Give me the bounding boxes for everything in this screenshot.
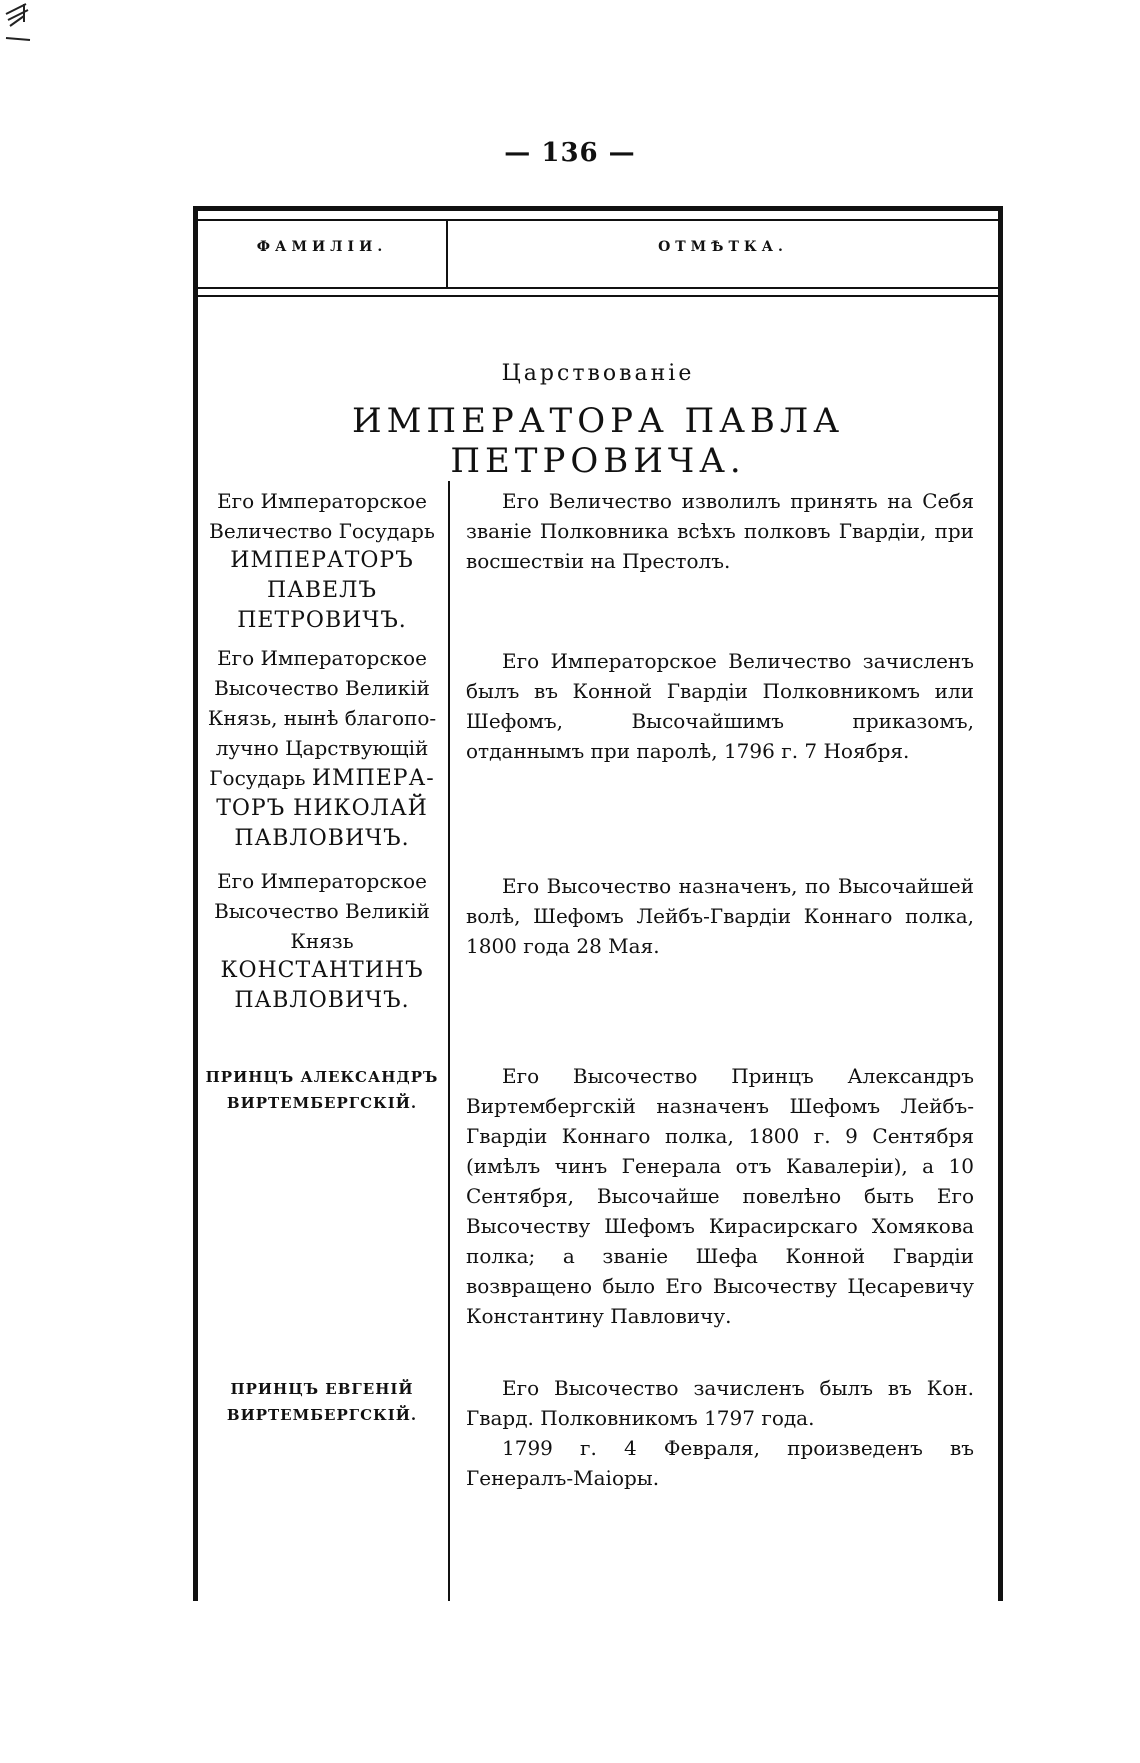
- table-frame: [193, 206, 1003, 1601]
- reign-title: ИМПЕРАТОРА ПАВЛА ПЕТРОВИЧА.: [351, 401, 845, 481]
- entry-name-2: [204, 643, 440, 854]
- name-line: ВИРТЕМБЕРГСКІЙ.: [226, 1094, 418, 1112]
- name-line: Высочество Великій: [214, 899, 430, 923]
- table-header: [198, 219, 998, 289]
- entry-note-1: [466, 486, 974, 576]
- name-line: ВИРТЕМБЕРГСКІЙ.: [226, 1406, 418, 1424]
- entry-name-4: [204, 1064, 440, 1116]
- note-paragraph: Его Высочество Принцъ Александръ Виртембергскій назначенъ Шефомъ Лейбъ-Гвардіи Коннаго полка, 1800 г. 9 Сентября (имѣлъ чинъ Генерала отъ Кавалеріи), а 10 Сентября, Высочайше повелѣно быть Его Высочеству Шефомъ Кирасирскаго Хомякова полка; а званіе Шефа Конной Гвардіи возвращено было Его Высочеству Цесаревичу Константину Павловичу.: [466, 1064, 974, 1328]
- name-caps-line: ПАВЛОВИЧЪ.: [234, 826, 410, 851]
- reign-subtitle: Царствованіе: [501, 361, 695, 386]
- note-paragraph: Его Императорское Величество зачисленъ былъ въ Конной Гвардіи Полковникомъ или Шефомъ, Высочайшимъ приказомъ, отданнымъ при паролѣ, 1796 г. 7 Ноября.: [466, 649, 974, 763]
- name-line: лучно Царствующій: [215, 736, 429, 760]
- name-caps-line: ИМПЕРАТОРЪ: [230, 548, 414, 573]
- name-caps-line: КОНСТАНТИНЪ: [220, 958, 424, 983]
- name-caps-line: ПАВЛОВИЧЪ.: [234, 988, 410, 1013]
- note-paragraph: 1799 г. 4 Февраля, произведенъ въ Генералъ-Маіоры.: [466, 1436, 974, 1490]
- name-caps-line: ПАВЕЛЪ: [267, 578, 377, 603]
- header-remarks: ОТМѢТКА.: [658, 239, 788, 255]
- name-line: Величество Государь: [209, 519, 435, 543]
- note-paragraph: Его Высочество зачисленъ былъ въ Кон. Гвард. Полковникомъ 1797 года.: [466, 1376, 974, 1430]
- name-line: ПРИНЦЪ АЛЕКСАНДРЪ: [205, 1068, 439, 1086]
- name-line: Его Императорское: [217, 869, 427, 893]
- entry-note-4: [466, 1061, 974, 1331]
- note-paragraph: Его Величество изволилъ принять на Себя званіе Полковника всѣхъ полковъ Гвардіи, при восшествіи на Престолъ.: [466, 489, 974, 573]
- name-caps-line: ПЕТРОВИЧЪ.: [237, 608, 407, 633]
- entry-name-3: [204, 866, 440, 1016]
- name-line: Высочество Великій: [214, 676, 430, 700]
- name-caps-line: ТОРЪ НИКОЛАЙ: [216, 796, 428, 821]
- name-line: Князь, нынѣ благопо-: [207, 706, 437, 730]
- name-caps-line: ИМПЕРА-: [311, 766, 435, 791]
- entry-name-1: [204, 486, 440, 636]
- column-divider: [448, 481, 450, 1601]
- entry-note-3: [466, 871, 974, 961]
- name-line: Князь: [290, 929, 354, 953]
- corner-scribble: [4, 2, 32, 42]
- name-line: Государь: [209, 766, 306, 790]
- entry-name-5: [204, 1376, 440, 1428]
- name-line: ПРИНЦЪ ЕВГЕНІЙ: [230, 1380, 414, 1398]
- page-number: — 136 —: [504, 138, 636, 168]
- name-line: Его Императорское: [217, 646, 427, 670]
- note-paragraph: Его Высочество назначенъ, по Высочайшей волѣ, Шефомъ Лейбъ-Гвардіи Коннаго полка, 1800 года 28 Мая.: [466, 874, 974, 958]
- name-line: Его Императорское: [217, 489, 427, 513]
- header-rule: [198, 295, 998, 297]
- entry-note-5: [466, 1373, 974, 1493]
- header-surnames: ФАМИЛІИ.: [256, 239, 388, 255]
- entry-note-2: [466, 646, 974, 766]
